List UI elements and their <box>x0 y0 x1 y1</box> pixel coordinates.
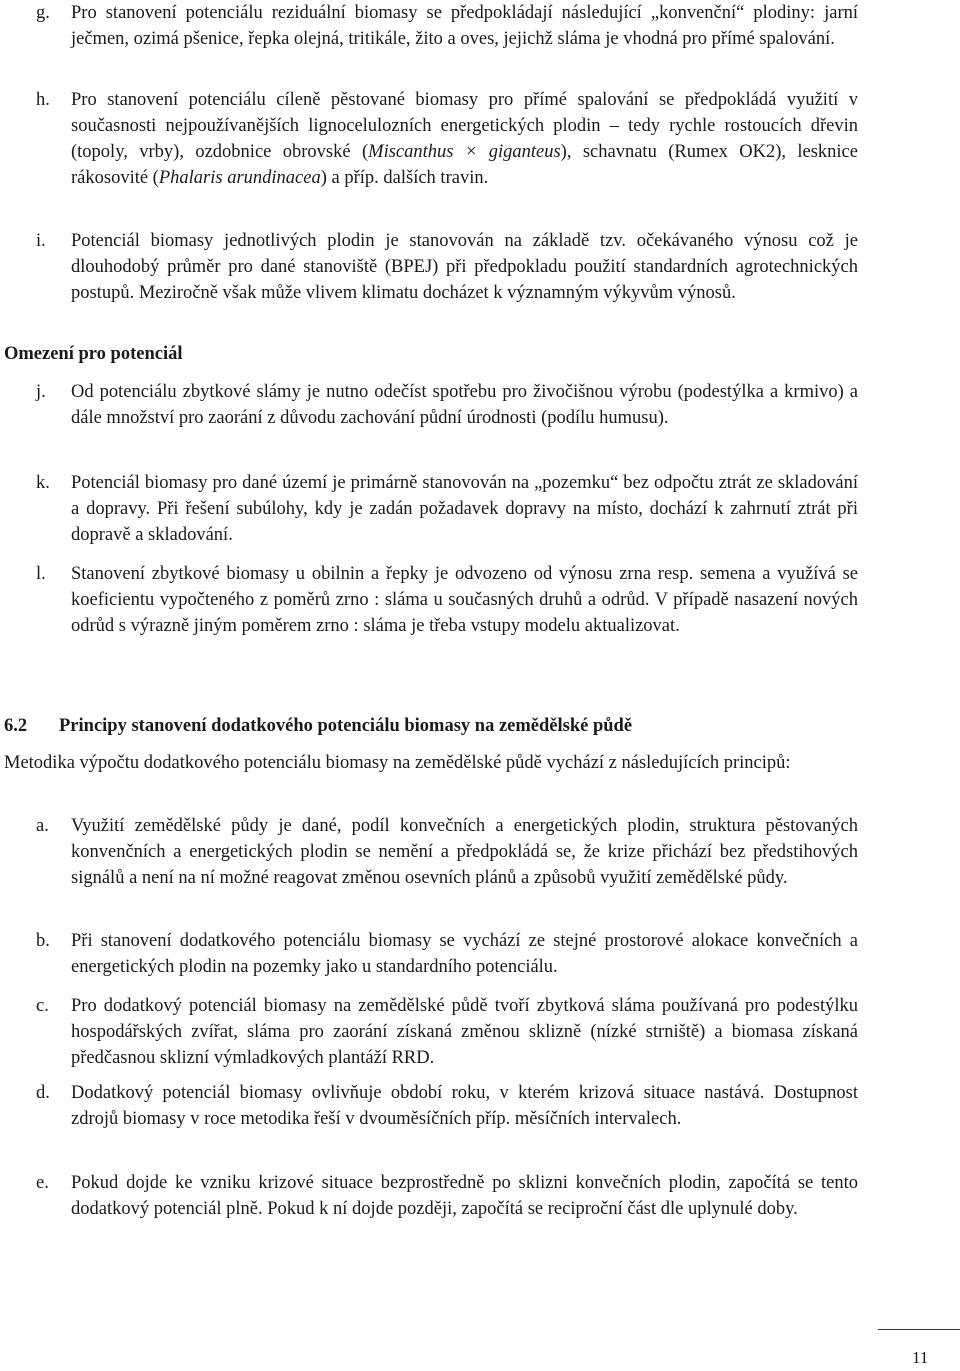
subheading-limits: Omezení pro potenciál <box>4 344 183 364</box>
list-item-text: Pro stanovení potenciálu reziduální biomasy se předpokládají následující „konvenční“ plodiny: jarní ječmen, ozimá pšenice, řepka olejná, tritikále, žito a oves, jejichž sláma je vhodná pro přímé spalování. <box>71 3 858 49</box>
list-marker: j. <box>36 382 46 402</box>
list-marker: l. <box>36 564 46 584</box>
list-item-text: Dodatkový potenciál biomasy ovlivňuje období roku, v kterém krizová situace nastává. Dostupnost zdrojů biomasy v roce metodika řeší v dvouměsíčních příp. měsíčních intervalech. <box>71 1083 858 1129</box>
intro-paragraph: Metodika výpočtu dodatkového potenciálu biomasy na zemědělské půdě vychází z následujících principů: <box>4 753 791 773</box>
list-marker: h. <box>36 90 50 110</box>
list-marker: i. <box>36 231 46 251</box>
list-item-c <box>36 993 858 1071</box>
list-marker: d. <box>36 1083 50 1103</box>
list-item-text: Stanovení zbytkové biomasy u obilnin a řepky je odvozeno od výnosu zrna resp. semena a využívá se koeficientu vypočteného z poměrů zrno : sláma u současných druhů a odrůd. V případě nasazení nových odrůd s výrazně jiným poměrem zrno : sláma je třeba vstupy modelu aktualizovat. <box>71 564 858 636</box>
list-item-text: Pro dodatkový potenciál biomasy na zemědělské půdě tvoří zbytková sláma používaná pro podestýlku hospodářských zvířat, sláma pro zaorání získaná změnou sklizně (nízké strniště) a biomasa získaná předčasnou sklizní výmladkových plantáží RRD. <box>71 996 858 1068</box>
list-item-j <box>36 379 858 431</box>
list-item-l <box>36 561 858 639</box>
list-item-text: Pokud dojde ke vzniku krizové situace bezprostředně po sklizni konvečních plodin, započítá se tento dodatkový potenciál plně. Pokud k ní dojde později, započítá se reciproční část dle uplynulé doby. <box>71 1173 858 1219</box>
list-marker: a. <box>36 816 49 836</box>
list-item-text: Pro stanovení potenciálu cíleně pěstované biomasy pro přímé spalování se předpokládá využití v současnosti nejpoužívanějších lignocelulozních energetických plodin – tedy rychle rostoucích dřevin (topoly, vrby), ozdobnice obrovské (Miscanthus × giganteus), schavnatu (Rumex OK2), lesknice rákosovité (Phalaris arundinacea) a příp. dalších travin. <box>71 90 858 188</box>
section-number: 6.2 <box>4 716 28 736</box>
list-marker: k. <box>36 473 50 493</box>
section-heading <box>4 713 632 739</box>
list-item-text: Potenciál biomasy pro dané území je primárně stanovován na „pozemku“ bez odpočtu ztrát ze skladování a dopravy. Při řešení subúlohy, kdy je zadán požadavek dopravy na místo, dochází k zahrnutí ztrát při dopravě a skladování. <box>71 473 858 545</box>
list-marker: b. <box>36 931 50 951</box>
list-item-text: Od potenciálu zbytkové slámy je nutno odečíst spotřebu pro živočišnou výrobu (podestýlka a krmivo) a dále množství pro zaorání z důvodu zachování půdní úrodnosti (podílu humusu). <box>71 382 858 428</box>
list-item-i <box>36 228 858 306</box>
list-item-e <box>36 1170 858 1222</box>
list-marker: c. <box>36 996 49 1016</box>
list-item-a <box>36 813 858 891</box>
list-item-text: Potenciál biomasy jednotlivých plodin je stanovován na základě tzv. očekávaného výnosu což je dlouhodobý průměr pro dané stanoviště (BPEJ) při předpokladu použití standardních agrotechnických postupů. Meziročně však může vlivem klimatu docházet k významným výkyvům výnosů. <box>71 231 858 303</box>
list-item-text: Využití zemědělské půdy je dané, podíl konvečních a energetických plodin, struktura pěstovaných konvenčních a energetických plodin se nemění a předpokládá se, že krize přichází bez předstihových signálů a není na ní možné reagovat změnou osevních plánů a způsobů využití zemědělské půdy. <box>71 816 858 888</box>
list-item-k <box>36 470 858 548</box>
page-number: 11 <box>912 1348 929 1367</box>
list-item-g <box>36 0 858 52</box>
section-title: Principy stanovení dodatkového potenciálu biomasy na zemědělské půdě <box>59 716 633 736</box>
footer-divider <box>878 1329 960 1330</box>
list-item-b <box>36 928 858 980</box>
list-item-text: Při stanovení dodatkového potenciálu biomasy se vychází ze stejné prostorové alokace konvečních a energetických plodin na pozemky jako u standardního potenciálu. <box>71 931 858 977</box>
list-item-h <box>36 87 858 191</box>
list-item-d <box>36 1080 858 1132</box>
list-marker: g. <box>36 3 50 23</box>
list-marker: e. <box>36 1173 49 1193</box>
